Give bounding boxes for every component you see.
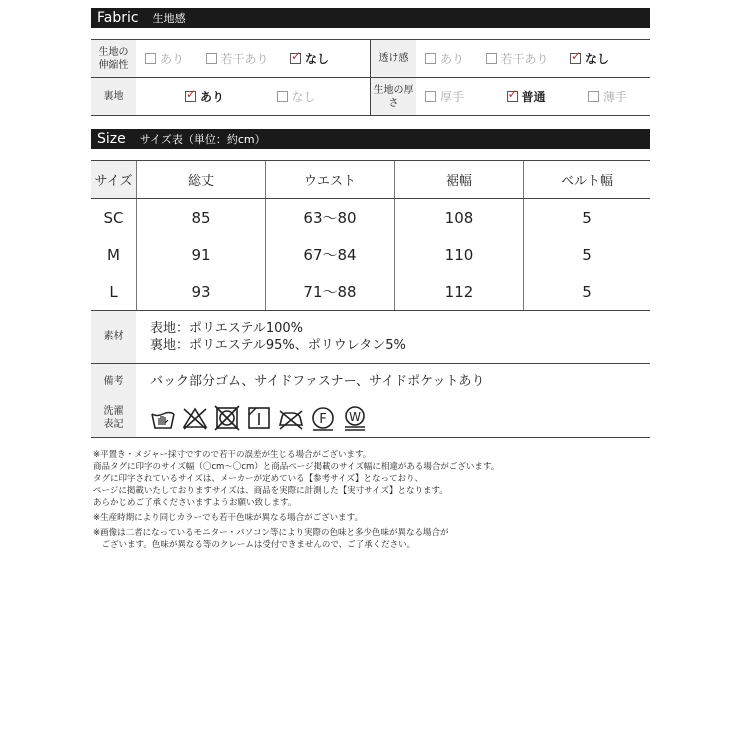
size-cell: 108	[395, 199, 524, 237]
note-line: ※平置き・メジャー採寸ですので若干の誤差が生じる場合がございます。	[93, 450, 372, 460]
size-subheading: サイズ表（単位：約cm）	[139, 133, 266, 146]
size-cell: 63〜80	[266, 199, 395, 237]
checked-checkbox-icon: ✓	[571, 49, 582, 63]
material-table	[91, 311, 650, 438]
size-table-header	[91, 161, 650, 199]
line-dry-shade-icon	[246, 405, 272, 431]
size-col-waist: ウエスト	[266, 161, 395, 199]
size-table	[91, 160, 650, 311]
note-line: ございます。色味が異なる等のクレームは受付できませんので、ご了承ください。	[93, 540, 416, 550]
sheer-option-yes: あり	[425, 50, 464, 67]
size-name: M	[107, 245, 120, 264]
checkbox-icon	[588, 91, 599, 102]
fabric-row-2	[91, 78, 650, 116]
no-bleach-icon	[182, 405, 208, 431]
svg-text:F: F	[319, 411, 327, 427]
size-cell: 93	[137, 273, 266, 311]
table-row	[91, 199, 650, 237]
iron-low-icon	[278, 405, 304, 431]
fabric-table	[91, 39, 650, 116]
fabric-label-thickness: 生地の厚さ	[371, 78, 417, 116]
size-cell: 71〜88	[266, 273, 395, 311]
size-cell: 5	[524, 273, 651, 311]
note-line: ※生産時期により同じカラーでも若干色味が異なる場合がございます。	[93, 513, 363, 523]
thickness-option-normal: ✓ 普通	[507, 87, 546, 104]
size-cell: 91	[137, 236, 266, 273]
material-label: 素材	[91, 311, 136, 363]
material-row	[91, 311, 650, 363]
note-line: ページに掲載いたしておりますサイズは、商品を実際に計測した【実寸サイズ】となります。	[93, 486, 448, 496]
no-tumble-dry-icon	[214, 405, 240, 431]
size-col-size: サイズ	[91, 161, 137, 199]
checkbox-icon	[486, 53, 497, 64]
stretch-option-yes: あり	[145, 50, 184, 67]
note-line: ※画像は二者になっているモニター・パソコン等により実際の色味と多少色味が異なる場合が	[93, 528, 449, 538]
stretch-option-no: ✓ なし	[291, 49, 330, 66]
size-col-length: 総丈	[137, 161, 266, 199]
fabric-label-stretch: 生地の 伸縮性	[91, 40, 136, 78]
hand-wash-icon	[150, 405, 176, 431]
checkbox-icon	[145, 53, 156, 64]
fabric-subheading: 生地感	[152, 12, 186, 25]
checkbox-icon	[425, 53, 436, 64]
remarks-text: バック部分ゴム、サイドファスナー、サイドポケットあり	[150, 373, 485, 389]
note-line: あらかじめご了承くださいますようお願い致します。	[93, 498, 297, 508]
lining-options	[136, 78, 371, 116]
lining-option-no: なし	[277, 88, 316, 105]
checked-checkbox-icon: ✓	[291, 49, 302, 63]
size-cell: 110	[395, 236, 524, 273]
notes	[93, 449, 563, 551]
material-text	[136, 311, 650, 363]
care-icons	[136, 399, 650, 437]
stretch-options	[136, 40, 371, 78]
size-cell: 112	[395, 273, 524, 311]
dry-clean-f-icon	[310, 405, 336, 431]
sheer-options	[416, 40, 650, 78]
size-name: L	[91, 273, 137, 311]
fabric-heading: Fabric	[97, 10, 139, 26]
lining-option-yes: ✓ あり	[186, 87, 225, 104]
stretch-option-slight: 若干あり	[206, 50, 269, 67]
note-line: タグに印字されているサイズは、メーカーが定めている【参考サイズ】となっており、	[93, 474, 423, 484]
checked-checkbox-icon: ✓	[507, 87, 518, 101]
thickness-option-thin: 薄手	[588, 88, 627, 105]
remarks-row	[91, 363, 650, 399]
size-col-belt: ベルト幅	[524, 161, 651, 199]
remarks-label: 備考	[91, 363, 136, 399]
checkbox-icon	[277, 91, 288, 102]
material-line-outer: 表地：ポリエステル100%	[150, 320, 303, 336]
wet-clean-w-icon	[342, 405, 368, 431]
fabric-section-header	[91, 8, 650, 28]
checkbox-icon	[206, 53, 217, 64]
table-row	[91, 273, 650, 311]
thickness-options	[416, 78, 650, 116]
size-name: SC	[103, 208, 124, 227]
table-row	[91, 236, 650, 273]
sheer-option-slight: 若干あり	[486, 50, 549, 67]
fabric-row-1	[91, 40, 650, 78]
thickness-option-thick: 厚手	[425, 88, 464, 105]
size-col-hem: 裾幅	[395, 161, 524, 199]
care-row	[91, 399, 650, 437]
checked-checkbox-icon: ✓	[186, 87, 197, 101]
size-cell: 85	[137, 199, 266, 237]
fabric-label-lining: 裏地	[91, 78, 136, 116]
sheer-option-no: ✓ なし	[571, 49, 610, 66]
svg-text:W: W	[349, 409, 361, 424]
note-line: 商品タグに印字のサイズ幅（〇cm〜〇cm）と商品ページ掲載のサイズ幅に相違がある場合がございます。	[93, 462, 500, 472]
material-line-lining: 裏地：ポリエステル95%、ポリウレタン5%	[150, 337, 406, 353]
size-section-header	[91, 129, 650, 149]
size-cell: 5	[524, 236, 651, 273]
fabric-label-sheer: 透け感	[371, 40, 417, 78]
size-cell: 5	[524, 199, 651, 237]
size-cell: 67〜84	[266, 236, 395, 273]
care-label: 洗濯 表記	[91, 399, 136, 437]
checkbox-icon	[425, 91, 436, 102]
size-heading: Size	[97, 131, 126, 147]
